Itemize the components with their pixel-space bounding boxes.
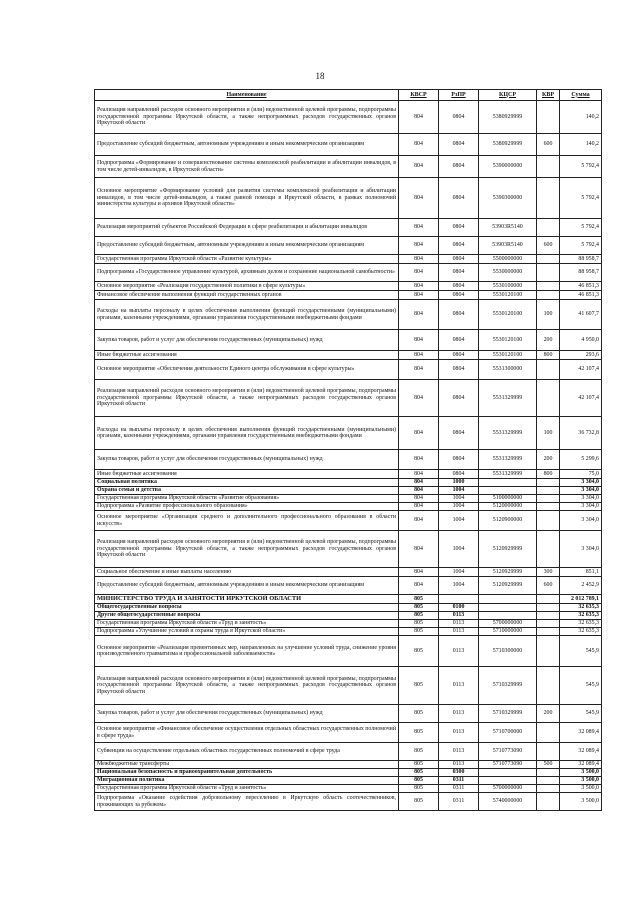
cell-kvsr: 805 [399, 793, 439, 811]
cell-rzpr: 1004 [439, 503, 479, 511]
cell-rzpr: 0804 [439, 291, 479, 300]
cell-name: Основное мероприятие «Финансовое обеспечение осуществления отдельных областных государственных полномочий в сфере труда» [95, 723, 399, 743]
cell-name: Основное мероприятие «Организация среднего и дополнительного профессионального образования в области искусств» [95, 511, 399, 531]
cell-kcsr: 53903R5140 [479, 219, 537, 237]
cell-rzpr: 0804 [439, 282, 479, 291]
table-row [95, 178, 602, 219]
cell-rzpr: 0804 [439, 417, 479, 450]
cell-name: Основное мероприятие «Формирование условий для развития системы комплексной реабилитации и абилитации инвалидов, в том числе детей-инвалидов, а также равной помощи в Иркутской области, в рамках полномочий министерства культуры и архивов Иркутской области» [95, 178, 399, 219]
table-header-row [95, 90, 602, 101]
cell-kcsr: 5531329999 [479, 450, 537, 470]
cell-rzpr: 0804 [439, 470, 479, 479]
table-row [95, 264, 602, 282]
cell-sum: 3 500,0 [560, 777, 602, 785]
header-kvr: КВР [537, 90, 560, 101]
cell-sum: 32 089,4 [560, 743, 602, 761]
table-row [95, 479, 602, 487]
cell-kcsr [479, 487, 537, 495]
cell-kcsr: 5531329999 [479, 380, 537, 417]
cell-kvsr: 804 [399, 511, 439, 531]
cell-kcsr [479, 604, 537, 612]
cell-sum: 32 635,3 [560, 612, 602, 620]
cell-rzpr: 0113 [439, 612, 479, 620]
cell-kcsr: 5530120100 [479, 291, 537, 300]
cell-rzpr: 0311 [439, 785, 479, 793]
cell-sum: 32 635,3 [560, 628, 602, 636]
table-row [95, 793, 602, 811]
cell-rzpr: 0300 [439, 769, 479, 777]
cell-sum: 5 299,6 [560, 450, 602, 470]
cell-kvr [537, 604, 560, 612]
cell-kvsr: 805 [399, 769, 439, 777]
cell-kvsr: 804 [399, 134, 439, 156]
cell-sum: 545,9 [560, 667, 602, 705]
cell-kcsr: 5710329999 [479, 705, 537, 723]
cell-rzpr: 0311 [439, 777, 479, 785]
cell-kvsr: 805 [399, 743, 439, 761]
cell-name: Подпрограмма «Оказание содействия добровольному переселению в Иркутскую область соотечественников, проживающих за рубежом» [95, 793, 399, 811]
cell-kcsr: 5710300000 [479, 636, 537, 667]
cell-name: Межбюджетные трансферты [95, 761, 399, 769]
cell-name: Расходы на выплаты персоналу в целях обеспечения выполнения функций государственными (муниципальными) органами, казенными учреждениями, органами управления государственными внебюджетными фондами [95, 300, 399, 330]
cell-kvsr: 804 [399, 577, 439, 595]
cell-name: Основное мероприятие «Реализация государственной политики в сфере культуры» [95, 282, 399, 291]
cell-rzpr: 0804 [439, 219, 479, 237]
cell-rzpr: 1004 [439, 495, 479, 503]
cell-kvsr: 805 [399, 636, 439, 667]
cell-name: Реализация направлений расходов основного мероприятия и (или) ведомственной целевой программы, подпрограммы государственной программы Иркутской области, а также непрограммных расходов государственных органов Иркутской области [95, 531, 399, 568]
cell-kcsr: 5530120100 [479, 351, 537, 360]
cell-rzpr: 1004 [439, 531, 479, 568]
table-row [95, 568, 602, 577]
cell-kvr: 200 [537, 330, 560, 351]
cell-kvr: 800 [537, 470, 560, 479]
cell-name: Закупка товаров, работ и услуг для обеспечения государственных (муниципальных) нужд [95, 705, 399, 723]
cell-name: Иные бюджетные ассигнования [95, 351, 399, 360]
cell-kcsr: 5531300000 [479, 360, 537, 380]
cell-name: Реализация направлений расходов основного мероприятия и (или) ведомственной целевой программы, подпрограммы государственной программы Иркутской области, а также непрограммных расходов государственных органов Иркутской области [95, 380, 399, 417]
cell-kcsr: 5500000000 [479, 255, 537, 264]
cell-kvsr: 805 [399, 785, 439, 793]
cell-kvr: 100 [537, 417, 560, 450]
cell-kvsr: 804 [399, 178, 439, 219]
cell-kvsr: 804 [399, 417, 439, 450]
cell-rzpr: 0804 [439, 330, 479, 351]
cell-kvsr: 804 [399, 568, 439, 577]
cell-kcsr: 5710773090 [479, 743, 537, 761]
cell-kvsr: 805 [399, 777, 439, 785]
cell-sum: 3 304,0 [560, 495, 602, 503]
cell-kvsr: 804 [399, 450, 439, 470]
cell-kvsr: 804 [399, 330, 439, 351]
cell-sum: 32 089,4 [560, 761, 602, 769]
cell-kvsr: 804 [399, 479, 439, 487]
cell-kvsr: 804 [399, 360, 439, 380]
cell-kvr: 800 [537, 351, 560, 360]
cell-name: Предоставление субсидий бюджетным, автономным учреждениям и иным некоммерческим организациям [95, 134, 399, 156]
cell-kvsr: 804 [399, 219, 439, 237]
cell-sum: 36 732,8 [560, 417, 602, 450]
cell-kcsr [479, 479, 537, 487]
cell-sum: 5 792,4 [560, 178, 602, 219]
cell-rzpr: 0311 [439, 793, 479, 811]
table-body [95, 101, 602, 811]
cell-kcsr: 5390000000 [479, 156, 537, 178]
header-kcsr: КЦСР [479, 90, 537, 101]
cell-name: Закупка товаров, работ и услуг для обеспечения государственных (муниципальных) нужд [95, 330, 399, 351]
cell-sum: 3 304,0 [560, 487, 602, 495]
cell-kvr: 500 [537, 761, 560, 769]
cell-kcsr [479, 612, 537, 620]
cell-kvr [537, 793, 560, 811]
cell-kvr [537, 101, 560, 134]
cell-kvsr: 804 [399, 503, 439, 511]
cell-rzpr: 0113 [439, 743, 479, 761]
cell-kcsr: 5710329999 [479, 667, 537, 705]
table-row [95, 300, 602, 330]
cell-sum: 5 792,4 [560, 237, 602, 255]
table-row [95, 604, 602, 612]
cell-kvsr: 805 [399, 595, 439, 604]
cell-sum: 42 107,4 [560, 360, 602, 380]
table-row [95, 761, 602, 769]
cell-name: Социальная политика [95, 479, 399, 487]
cell-name: Подпрограмма «Формирование и совершенствование системы комплексной реабилитации и абилитации инвалидов, в том числе детей-инвалидов, в Иркутской области» [95, 156, 399, 178]
cell-rzpr: 0804 [439, 237, 479, 255]
cell-rzpr: 0113 [439, 761, 479, 769]
cell-rzpr [439, 595, 479, 604]
cell-name: Государственная программа Иркутской области «Развитие культуры» [95, 255, 399, 264]
cell-kvsr: 804 [399, 470, 439, 479]
cell-kvsr: 805 [399, 628, 439, 636]
table-row [95, 450, 602, 470]
cell-kcsr: 5531329999 [479, 417, 537, 450]
cell-rzpr: 1004 [439, 511, 479, 531]
cell-rzpr: 0804 [439, 360, 479, 380]
cell-kvr [537, 219, 560, 237]
cell-rzpr: 0113 [439, 705, 479, 723]
cell-sum: 140,2 [560, 101, 602, 134]
cell-sum: 32 089,4 [560, 723, 602, 743]
cell-kvsr: 804 [399, 291, 439, 300]
cell-rzpr: 0804 [439, 380, 479, 417]
cell-sum: 3 304,0 [560, 503, 602, 511]
cell-kcsr: 53903R5140 [479, 237, 537, 255]
cell-kcsr: 5530120100 [479, 300, 537, 330]
cell-sum: 4 950,0 [560, 330, 602, 351]
table-row [95, 219, 602, 237]
cell-kvr [537, 511, 560, 531]
cell-name: Реализация мероприятий субъектов Российской Федерации в сфере реабилитации и абилитации инвалидов [95, 219, 399, 237]
cell-sum: 88 958,7 [560, 264, 602, 282]
table-row [95, 495, 602, 503]
cell-rzpr: 0804 [439, 450, 479, 470]
cell-kvsr: 804 [399, 531, 439, 568]
cell-kcsr: 5120929999 [479, 531, 537, 568]
cell-rzpr: 0804 [439, 255, 479, 264]
cell-name: Общегосударственные вопросы [95, 604, 399, 612]
header-sum: Сумма [560, 90, 602, 101]
cell-sum: 5 792,4 [560, 219, 602, 237]
cell-kvr [537, 264, 560, 282]
cell-kvr [537, 360, 560, 380]
cell-kvr: 200 [537, 450, 560, 470]
cell-sum: 3 500,0 [560, 793, 602, 811]
cell-sum: 32 635,3 [560, 620, 602, 628]
cell-kvsr: 804 [399, 300, 439, 330]
cell-kvr [537, 255, 560, 264]
table-row [95, 417, 602, 450]
cell-kvr [537, 156, 560, 178]
cell-sum: 3 304,0 [560, 531, 602, 568]
cell-kvr [537, 282, 560, 291]
cell-name: Закупка товаров, работ и услуг для обеспечения государственных (муниципальных) нужд [95, 450, 399, 470]
cell-rzpr: 0804 [439, 300, 479, 330]
cell-kcsr: 5710700000 [479, 723, 537, 743]
table-row [95, 636, 602, 667]
table-row [95, 351, 602, 360]
cell-kvr: 600 [537, 577, 560, 595]
cell-kvsr: 805 [399, 667, 439, 705]
budget-table [94, 89, 602, 811]
cell-name: Подпрограмма «Развитие профессионального образования» [95, 503, 399, 511]
table-row [95, 237, 602, 255]
cell-sum: 41 607,7 [560, 300, 602, 330]
cell-kvr [537, 777, 560, 785]
cell-kvsr: 805 [399, 761, 439, 769]
cell-rzpr: 0804 [439, 178, 479, 219]
cell-kvr: 100 [537, 300, 560, 330]
cell-name: Реализация направлений расходов основного мероприятия и (или) ведомственной целевой программы, подпрограммы государственной программы Иркутской области, а также непрограммных расходов государственных органов Иркутской области [95, 667, 399, 705]
cell-sum: 2 452,9 [560, 577, 602, 595]
cell-sum: 32 635,3 [560, 604, 602, 612]
cell-kvr [537, 479, 560, 487]
cell-kcsr: 5380929999 [479, 101, 537, 134]
cell-rzpr: 1004 [439, 487, 479, 495]
header-rzpr: РзПР [439, 90, 479, 101]
cell-name: Подпрограмма «Государственное управление культурой, архивным делом и сохранение национальной самобытности» [95, 264, 399, 282]
cell-kvr [537, 595, 560, 604]
cell-sum: 545,9 [560, 636, 602, 667]
cell-kvr [537, 612, 560, 620]
table-row [95, 531, 602, 568]
cell-kcsr: 5120929999 [479, 568, 537, 577]
cell-name: Иные бюджетные ассигнования [95, 470, 399, 479]
cell-name: Предоставление субсидий бюджетным, автономным учреждениям и иным некоммерческим организациям [95, 237, 399, 255]
cell-kvsr: 804 [399, 282, 439, 291]
cell-kvr [537, 723, 560, 743]
cell-kvr: 200 [537, 705, 560, 723]
cell-kcsr: 5120900000 [479, 511, 537, 531]
cell-kcsr: 5710773090 [479, 761, 537, 769]
cell-sum: 46 851,3 [560, 291, 602, 300]
cell-kcsr: 5710000000 [479, 628, 537, 636]
cell-kcsr: 5530000000 [479, 264, 537, 282]
cell-sum: 2 012 789,1 [560, 595, 602, 604]
cell-kcsr [479, 595, 537, 604]
cell-kcsr: 5100000000 [479, 495, 537, 503]
table-row [95, 470, 602, 479]
cell-kvsr: 804 [399, 156, 439, 178]
header-kvsr: КВСР [399, 90, 439, 101]
table-row [95, 360, 602, 380]
cell-rzpr: 0113 [439, 723, 479, 743]
table-row [95, 577, 602, 595]
cell-kvr: 600 [537, 237, 560, 255]
table-row [95, 380, 602, 417]
table-row [95, 134, 602, 156]
cell-name: Государственная программа Иркутской области «Развитие образования» [95, 495, 399, 503]
table-row [95, 667, 602, 705]
cell-sum: 851,1 [560, 568, 602, 577]
cell-sum: 140,2 [560, 134, 602, 156]
cell-sum: 88 958,7 [560, 255, 602, 264]
cell-rzpr: 0804 [439, 156, 479, 178]
table-row [95, 777, 602, 785]
cell-name: Миграционная политика [95, 777, 399, 785]
cell-name: Национальная безопасность и правоохранительная деятельность [95, 769, 399, 777]
cell-sum: 46 851,3 [560, 282, 602, 291]
cell-name: Предоставление субсидий бюджетным, автономным учреждениям и иным некоммерческим организациям [95, 577, 399, 595]
cell-kvr [537, 495, 560, 503]
department-row [95, 595, 602, 604]
cell-name: Расходы на выплаты персоналу в целях обеспечения выполнения функций государственными (муниципальными) органами, казенными учреждениями, органами управления государственными внебюджетными фондами [95, 417, 399, 450]
cell-kvsr: 804 [399, 255, 439, 264]
table-row [95, 487, 602, 495]
cell-kvsr: 804 [399, 487, 439, 495]
cell-name: Государственная программа Иркутской области «Труд и занятость» [95, 620, 399, 628]
cell-kvr [537, 667, 560, 705]
cell-kcsr: 5380929999 [479, 134, 537, 156]
cell-rzpr: 0113 [439, 620, 479, 628]
cell-rzpr: 0100 [439, 604, 479, 612]
cell-kcsr [479, 769, 537, 777]
cell-name: Государственная программа Иркутской области «Труд и занятость» [95, 785, 399, 793]
cell-kcsr: 5700000000 [479, 620, 537, 628]
cell-kvsr: 804 [399, 495, 439, 503]
cell-kvsr: 805 [399, 723, 439, 743]
cell-sum: 293,6 [560, 351, 602, 360]
table-row [95, 101, 602, 134]
cell-kvsr: 805 [399, 612, 439, 620]
cell-kvr [537, 620, 560, 628]
table-row [95, 282, 602, 291]
cell-kvr [537, 178, 560, 219]
cell-kcsr: 5120000000 [479, 503, 537, 511]
table-row [95, 620, 602, 628]
table-row [95, 503, 602, 511]
cell-kcsr: 5120929999 [479, 577, 537, 595]
cell-name: Охрана семьи и детства [95, 487, 399, 495]
cell-sum: 3 500,0 [560, 769, 602, 777]
cell-sum: 5 792,4 [560, 156, 602, 178]
table-row [95, 291, 602, 300]
cell-sum: 75,0 [560, 470, 602, 479]
cell-rzpr: 1000 [439, 479, 479, 487]
cell-kcsr [479, 777, 537, 785]
cell-sum: 42 107,4 [560, 380, 602, 417]
cell-rzpr: 0804 [439, 264, 479, 282]
cell-rzpr: 0113 [439, 636, 479, 667]
page-number: 18 [315, 71, 325, 81]
cell-kvsr: 805 [399, 705, 439, 723]
cell-kcsr: 5390300000 [479, 178, 537, 219]
cell-rzpr: 0113 [439, 667, 479, 705]
cell-kcsr: 5740000000 [479, 793, 537, 811]
cell-kvsr: 805 [399, 620, 439, 628]
table-row [95, 156, 602, 178]
cell-kvsr: 804 [399, 264, 439, 282]
cell-kvr [537, 291, 560, 300]
cell-sum: 3 304,0 [560, 479, 602, 487]
cell-rzpr: 1004 [439, 577, 479, 595]
cell-kvr: 600 [537, 134, 560, 156]
cell-rzpr: 0804 [439, 134, 479, 156]
cell-kvr [537, 503, 560, 511]
cell-rzpr: 0113 [439, 628, 479, 636]
cell-kvr [537, 636, 560, 667]
table-row [95, 511, 602, 531]
table-row [95, 769, 602, 777]
table-row [95, 255, 602, 264]
cell-kvsr: 804 [399, 380, 439, 417]
cell-name: Подпрограмма «Улучшение условий и охраны труда в Иркутской области» [95, 628, 399, 636]
cell-kcsr: 5700000000 [479, 785, 537, 793]
table-row [95, 785, 602, 793]
cell-name: Реализация направлений расходов основного мероприятия и (или) ведомственной целевой программы, подпрограммы государственной программы Иркутской области, а также непрограммных расходов государственных органов Иркутской области [95, 101, 399, 134]
cell-kvsr: 804 [399, 237, 439, 255]
table-row [95, 723, 602, 743]
cell-name: Финансовое обеспечение выполнения функций государственных органов [95, 291, 399, 300]
cell-kcsr: 5530120100 [479, 330, 537, 351]
cell-kvr [537, 628, 560, 636]
cell-kvr [537, 487, 560, 495]
cell-name: Другие общегосударственные вопросы [95, 612, 399, 620]
cell-name: МИНИСТЕРСТВО ТРУДА И ЗАНЯТОСТИ ИРКУТСКОЙ ОБЛАСТИ [95, 595, 399, 604]
cell-name: Субвенции на осуществление отдельных областных государственных полномочий в сфере труда [95, 743, 399, 761]
cell-kvr [537, 380, 560, 417]
cell-kcsr: 5530100000 [479, 282, 537, 291]
cell-kvr [537, 785, 560, 793]
table-row [95, 612, 602, 620]
cell-rzpr: 0804 [439, 101, 479, 134]
cell-kcsr: 5531329999 [479, 470, 537, 479]
table-row [95, 628, 602, 636]
cell-rzpr: 0804 [439, 351, 479, 360]
table-row [95, 330, 602, 351]
cell-sum: 545,9 [560, 705, 602, 723]
cell-kvsr: 804 [399, 101, 439, 134]
cell-rzpr: 1004 [439, 568, 479, 577]
cell-sum: 3 304,0 [560, 511, 602, 531]
cell-sum: 3 500,0 [560, 785, 602, 793]
table-row [95, 705, 602, 723]
cell-kvr [537, 531, 560, 568]
cell-kvr: 300 [537, 568, 560, 577]
header-name: Наименование [95, 90, 399, 101]
cell-kvsr: 804 [399, 351, 439, 360]
cell-name: Основное мероприятие «Обеспечения деятельности Единого центра обслуживания в сфере культуры» [95, 360, 399, 380]
cell-kvr [537, 743, 560, 761]
cell-kvr [537, 769, 560, 777]
cell-kvsr: 805 [399, 604, 439, 612]
table-row [95, 743, 602, 761]
cell-name: Социальное обеспечение и иные выплаты населению [95, 568, 399, 577]
cell-name: Основное мероприятие «Реализация превентивных мер, направленных на улучшение условий труда, снижение уровня производственного травматизма и профессиональной заболеваемости» [95, 636, 399, 667]
